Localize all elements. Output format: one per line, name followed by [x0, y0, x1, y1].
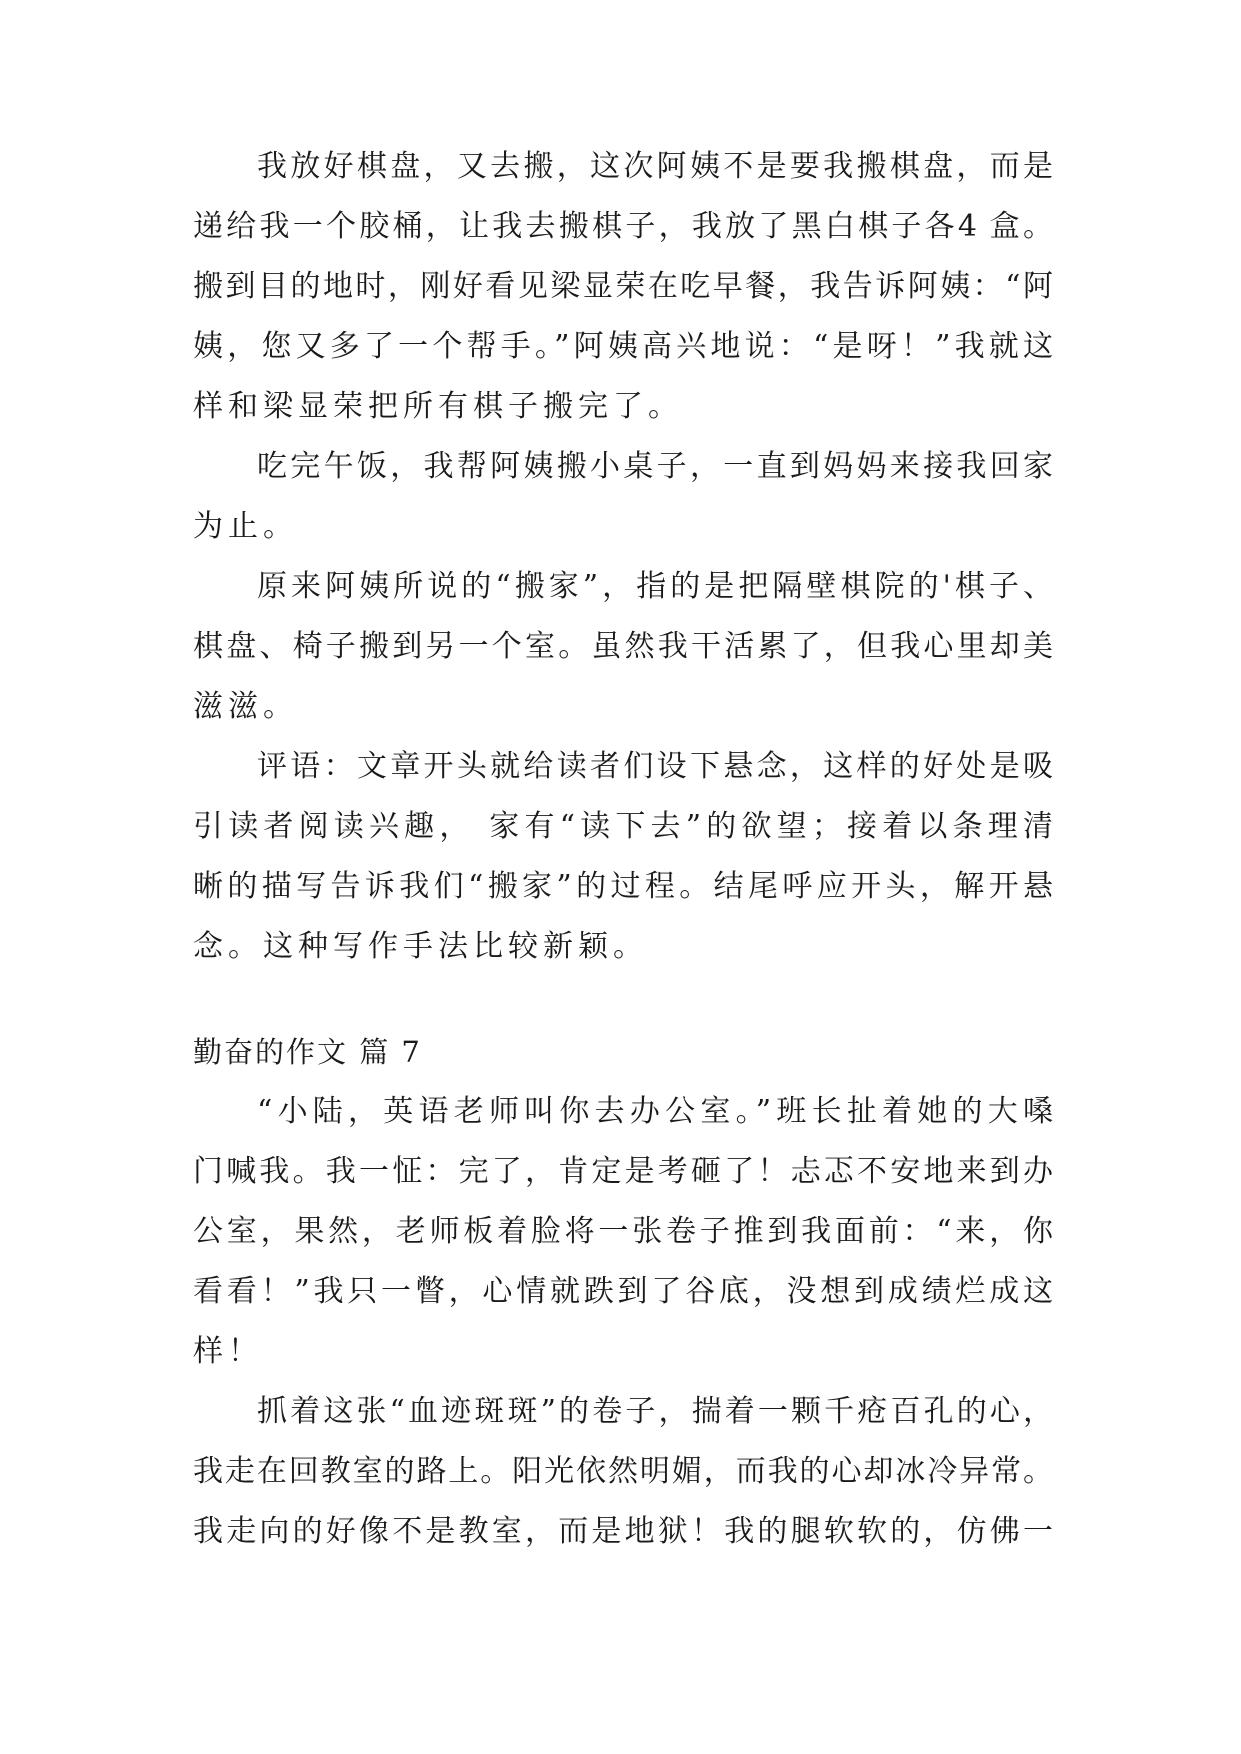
- paragraph-line: 念。这种写作手法比较新颖。: [193, 929, 648, 964]
- paragraph-line: 棋盘、椅子搬到另一个室。虽然我干活累了，但我心里却美: [193, 629, 1053, 664]
- paragraph-line: 为止。: [193, 509, 298, 544]
- paragraph-line: 吃完午饭，我帮阿姨搬小桌子，一直到妈妈来接我回家: [257, 449, 1053, 484]
- paragraph-line: 滋滋。: [193, 689, 298, 724]
- paragraph-line: 公室，果然，老师板着脸将一张卷子推到我面前：“来，你: [193, 1214, 1053, 1249]
- paragraph-line: 晰的描写告诉我们“搬家”的过程。结尾呼应开头，解开悬: [193, 869, 1053, 904]
- paragraph-line: 样和梁显荣把所有棋子搬完了。: [193, 389, 683, 424]
- paragraph-line: 姨，您又多了一个帮手。”阿姨高兴地说：“是呀！”我就这: [193, 329, 1053, 364]
- paragraph-line: 搬到目的地时，刚好看见梁显荣在吃早餐，我告诉阿姨：“阿: [193, 269, 1053, 304]
- paragraph-line: 样！: [193, 1334, 263, 1369]
- paragraph-line: “小陆，英语老师叫你去办公室。”班长扯着她的大嗓: [257, 1094, 1053, 1129]
- paragraph-line: 我走向的好像不是教室，而是地狱！我的腿软软的，仿佛一: [193, 1514, 1053, 1549]
- section-title: 勤奋的作文 篇 7: [193, 1035, 422, 1069]
- paragraph-line: 评语：文章开头就给读者们设下悬念，这样的好处是吸: [257, 749, 1053, 784]
- paragraph-line: 递给我一个胶桶，让我去搬棋子，我放了黑白棋子各4 盒。: [193, 209, 1053, 244]
- paragraph-line: 看看！”我只一瞥，心情就跌到了谷底，没想到成绩烂成这: [193, 1274, 1053, 1309]
- paragraph-line: 引读者阅读兴趣， 家有“读下去”的欲望；接着以条理清: [193, 809, 1053, 844]
- paragraph-line: 门喊我。我一怔：完了，肯定是考砸了！忐忑不安地来到办: [193, 1154, 1053, 1189]
- paragraph-line: 我放好棋盘，又去搬，这次阿姨不是要我搬棋盘，而是: [257, 149, 1053, 184]
- paragraph-line: 原来阿姨所说的“搬家”，指的是把隔壁棋院的'棋子、: [257, 569, 1053, 604]
- paragraph-line: 抓着这张“血迹斑斑”的卷子，揣着一颗千疮百孔的心，: [257, 1394, 1053, 1429]
- paragraph-line: 我走在回教室的路上。阳光依然明媚，而我的心却冰冷异常。: [193, 1454, 1053, 1489]
